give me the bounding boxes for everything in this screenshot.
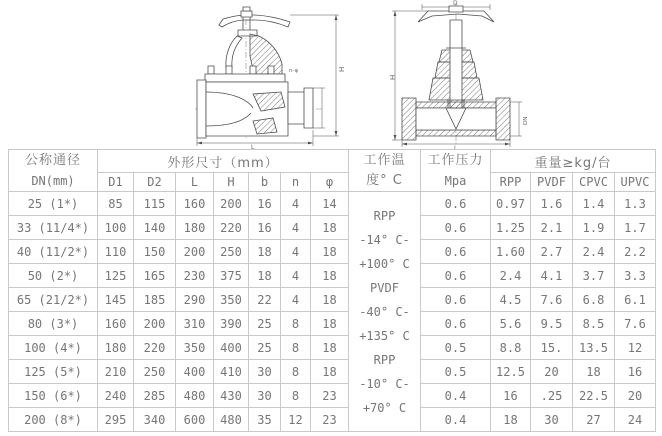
dim-cell-H: 430: [214, 384, 249, 408]
temperature-label-line2: 度° C: [366, 172, 403, 188]
weight-cell-rpp: 4.5: [491, 288, 531, 312]
dim-cell-L: 310: [176, 312, 214, 336]
dn-cell: 80 (3*): [9, 312, 98, 336]
dim-cell-H: 220: [214, 216, 249, 240]
temperature-line: RPP: [373, 208, 396, 223]
weight-cell-pvdf: 30: [531, 408, 573, 432]
valve-spec-table: [8, 149, 656, 432]
dim-cell-L: 160: [176, 192, 214, 216]
dim-cell-b: 16: [249, 216, 281, 240]
dim-cell-n: 8: [281, 384, 311, 408]
temperature-label-line1: 工作温: [363, 152, 406, 168]
dim-cell-D2: 285: [134, 384, 176, 408]
dim-cell-H: 390: [214, 312, 249, 336]
weight-cell-rpp: 0.97: [491, 192, 531, 216]
left-dim-l-label: L: [251, 144, 255, 150]
col-header-temperature: [349, 150, 421, 192]
weight-cell-upvc: 3.3: [615, 264, 656, 288]
weight-cell-cpvc: 2.4: [573, 240, 615, 264]
dn-cell: 100 (4*): [9, 336, 98, 360]
header-row-1: [9, 150, 656, 173]
dim-cell-H: 350: [214, 288, 249, 312]
pressure-cell: 0.6: [421, 312, 491, 336]
pressure-label-line1: 工作压力: [427, 152, 484, 168]
dn-unit-label: DN(mm): [31, 173, 75, 188]
table-row: [9, 240, 656, 264]
dim-cell-φ: 23: [311, 408, 349, 432]
col-header-dim-H: H: [214, 173, 249, 192]
dim-cell-b: 25: [249, 336, 281, 360]
col-header-weight-cpvc: CPVC: [573, 173, 615, 192]
temperature-line: +100° C: [359, 256, 410, 271]
weight-cell-upvc: 1.7: [615, 216, 656, 240]
col-header-dim-φ: φ: [311, 173, 349, 192]
weight-cell-rpp: 16: [491, 384, 531, 408]
dim-cell-D2: 340: [134, 408, 176, 432]
globe-valve-diagram: [193, 0, 357, 150]
temperature-line: PVDF: [370, 280, 399, 295]
col-header-dim-L: L: [176, 173, 214, 192]
weight-cell-upvc: 2.2: [615, 240, 656, 264]
weight-cell-rpp: 18: [491, 408, 531, 432]
weight-cell-rpp: 1.60: [491, 240, 531, 264]
dim-cell-H: 200: [214, 192, 249, 216]
weight-cell-cpvc: 1.4: [573, 192, 615, 216]
dim-cell-n: 4: [281, 240, 311, 264]
dim-cell-n: 4: [281, 264, 311, 288]
globe-valve-drawing: [193, 0, 357, 150]
weight-cell-pvdf: 9.5: [531, 312, 573, 336]
table-row: [9, 312, 656, 336]
left-dim-h-label: H: [338, 66, 346, 72]
pressure-cell: 0.6: [421, 240, 491, 264]
dim-cell-H: 250: [214, 240, 249, 264]
right-dim-l-label: L: [454, 145, 458, 150]
col-header-dim-D2: D2: [134, 173, 176, 192]
spec-table-body: [9, 192, 656, 432]
weight-cell-upvc: 20: [615, 384, 656, 408]
dim-cell-D2: 250: [134, 360, 176, 384]
weight-cell-rpp: 8.8: [491, 336, 531, 360]
weight-cell-rpp: 2.4: [491, 264, 531, 288]
weight-cell-rpp: 12.5: [491, 360, 531, 384]
dn-cell: 25 (1*): [9, 192, 98, 216]
dim-cell-D1: 160: [98, 312, 134, 336]
dim-cell-D1: 210: [98, 360, 134, 384]
dim-cell-L: 480: [176, 384, 214, 408]
dim-cell-n: 8: [281, 360, 311, 384]
dim-cell-n: 4: [281, 288, 311, 312]
weight-cell-upvc: 1.3: [615, 192, 656, 216]
pressure-cell: 0.6: [421, 192, 491, 216]
dim-cell-n: 12: [281, 408, 311, 432]
dim-cell-φ: 23: [311, 384, 349, 408]
weight-cell-cpvc: 3.7: [573, 264, 615, 288]
weight-cell-upvc: 6.1: [615, 288, 656, 312]
dim-cell-n: 8: [281, 312, 311, 336]
dim-cell-b: 18: [249, 240, 281, 264]
dim-cell-b: 30: [249, 384, 281, 408]
pressure-cell: 0.6: [421, 264, 491, 288]
col-header-nominal-diameter: [9, 150, 98, 192]
temperature-line: RPP: [373, 352, 396, 367]
table-row: [9, 192, 656, 216]
dn-cell: 150 (6*): [9, 384, 98, 408]
weight-cell-pvdf: 1.6: [531, 192, 573, 216]
dim-cell-D2: 150: [134, 240, 176, 264]
weight-cell-cpvc: 1.9: [573, 216, 615, 240]
dim-cell-b: 30: [249, 360, 281, 384]
dim-cell-b: 18: [249, 264, 281, 288]
dim-cell-H: 410: [214, 360, 249, 384]
weight-cell-pvdf: .25: [531, 384, 573, 408]
dim-cell-D1: 100: [98, 216, 134, 240]
weight-cell-cpvc: 6.8: [573, 288, 615, 312]
weight-cell-upvc: 12: [615, 336, 656, 360]
dn-cell: 125 (5*): [9, 360, 98, 384]
dim-cell-D2: 200: [134, 312, 176, 336]
pressure-cell: 0.6: [421, 288, 491, 312]
dim-cell-L: 350: [176, 336, 214, 360]
dim-cell-n: 8: [281, 336, 311, 360]
gate-valve-drawing: [388, 0, 530, 150]
dn-cell: 50 (2*): [9, 264, 98, 288]
pressure-cell: 0.4: [421, 384, 491, 408]
dim-cell-D2: 185: [134, 288, 176, 312]
table-row: [9, 336, 656, 360]
dim-cell-L: 180: [176, 216, 214, 240]
weight-cell-cpvc: 27: [573, 408, 615, 432]
table-row: [9, 216, 656, 240]
temperature-line: -10° C-: [359, 376, 410, 391]
dim-cell-H: 400: [214, 336, 249, 360]
table-row: [9, 288, 656, 312]
dim-cell-L: 400: [176, 360, 214, 384]
dim-cell-D1: 110: [98, 240, 134, 264]
weight-cell-cpvc: 8.5: [573, 312, 615, 336]
dim-cell-L: 290: [176, 288, 214, 312]
dim-cell-D2: 115: [134, 192, 176, 216]
pressure-unit-label: Mpa: [444, 173, 467, 188]
col-header-weight-pvdf: PVDF: [531, 173, 573, 192]
weight-cell-pvdf: 2.1: [531, 216, 573, 240]
temperature-line: -14° C-: [359, 232, 410, 247]
dim-cell-D1: 295: [98, 408, 134, 432]
dim-cell-φ: 18: [311, 288, 349, 312]
right-dim-d-label: D: [453, 0, 458, 7]
col-header-dim-b: b: [249, 173, 281, 192]
dim-cell-b: 16: [249, 192, 281, 216]
dim-cell-b: 22: [249, 288, 281, 312]
col-header-weight-upvc: UPVC: [615, 173, 656, 192]
pressure-cell: 0.4: [421, 408, 491, 432]
table-row: [9, 360, 656, 384]
dim-cell-H: 375: [214, 264, 249, 288]
temperature-line: +70° C: [362, 400, 407, 415]
temperature-cell: [349, 192, 421, 432]
dim-cell-b: 35: [249, 408, 281, 432]
col-header-pressure: [421, 150, 491, 192]
dim-cell-L: 200: [176, 240, 214, 264]
weight-cell-cpvc: 13.5: [573, 336, 615, 360]
col-header-dim-n: n: [281, 173, 311, 192]
temperature-line: +135° C: [359, 328, 410, 343]
weight-cell-pvdf: 15.: [531, 336, 573, 360]
dim-cell-φ: 18: [311, 360, 349, 384]
dim-cell-n: 4: [281, 192, 311, 216]
right-dim-h-label: H: [389, 74, 397, 80]
weight-cell-pvdf: 7.6: [531, 288, 573, 312]
weight-cell-upvc: 24: [615, 408, 656, 432]
dim-cell-φ: 18: [311, 264, 349, 288]
col-header-dim-D1: D1: [98, 173, 134, 192]
right-dim-dn-label: DN: [523, 116, 529, 125]
table-row: [9, 264, 656, 288]
dim-cell-φ: 18: [311, 240, 349, 264]
dim-cell-n: 4: [281, 216, 311, 240]
dim-cell-D1: 180: [98, 336, 134, 360]
dim-cell-b: 25: [249, 312, 281, 336]
gate-valve-diagram: [388, 0, 530, 150]
dim-cell-φ: 18: [311, 312, 349, 336]
weight-cell-pvdf: 4.1: [531, 264, 573, 288]
dim-cell-φ: 14: [311, 192, 349, 216]
pressure-cell: 0.5: [421, 336, 491, 360]
dim-cell-D2: 140: [134, 216, 176, 240]
weight-cell-cpvc: 18: [573, 360, 615, 384]
weight-cell-rpp: 5.6: [491, 312, 531, 336]
pressure-cell: 0.5: [421, 360, 491, 384]
dim-cell-L: 600: [176, 408, 214, 432]
col-header-weight-group: 重量≥kg/台: [491, 150, 656, 173]
dim-cell-D1: 85: [98, 192, 134, 216]
left-dim-bolts-label: n-φ: [289, 68, 299, 74]
dim-cell-D1: 240: [98, 384, 134, 408]
col-header-dimensions-group: 外形尺寸（mm）: [98, 150, 349, 173]
dim-cell-D2: 165: [134, 264, 176, 288]
dn-cell: 33 (11/4*): [9, 216, 98, 240]
dim-cell-φ: 18: [311, 216, 349, 240]
dn-cell: 200 (8*): [9, 408, 98, 432]
table-row: [9, 408, 656, 432]
dim-cell-D1: 145: [98, 288, 134, 312]
weight-cell-upvc: 16: [615, 360, 656, 384]
dn-cell: 40 (11/2*): [9, 240, 98, 264]
weight-cell-upvc: 7.6: [615, 312, 656, 336]
weight-cell-cpvc: 22.5: [573, 384, 615, 408]
weight-cell-pvdf: 2.7: [531, 240, 573, 264]
dim-cell-D1: 125: [98, 264, 134, 288]
pressure-cell: 0.6: [421, 216, 491, 240]
temperature-line: -40° C-: [359, 304, 410, 319]
dim-cell-L: 230: [176, 264, 214, 288]
header-row-2: [9, 173, 656, 192]
weight-cell-rpp: 1.25: [491, 216, 531, 240]
table-row: [9, 384, 656, 408]
dim-cell-D2: 220: [134, 336, 176, 360]
col-header-weight-rpp: RPP: [491, 173, 531, 192]
nominal-diameter-label: 公称通径: [24, 152, 81, 168]
dim-cell-H: 480: [214, 408, 249, 432]
dim-cell-φ: 18: [311, 336, 349, 360]
dn-cell: 65 (21/2*): [9, 288, 98, 312]
weight-cell-pvdf: 20: [531, 360, 573, 384]
